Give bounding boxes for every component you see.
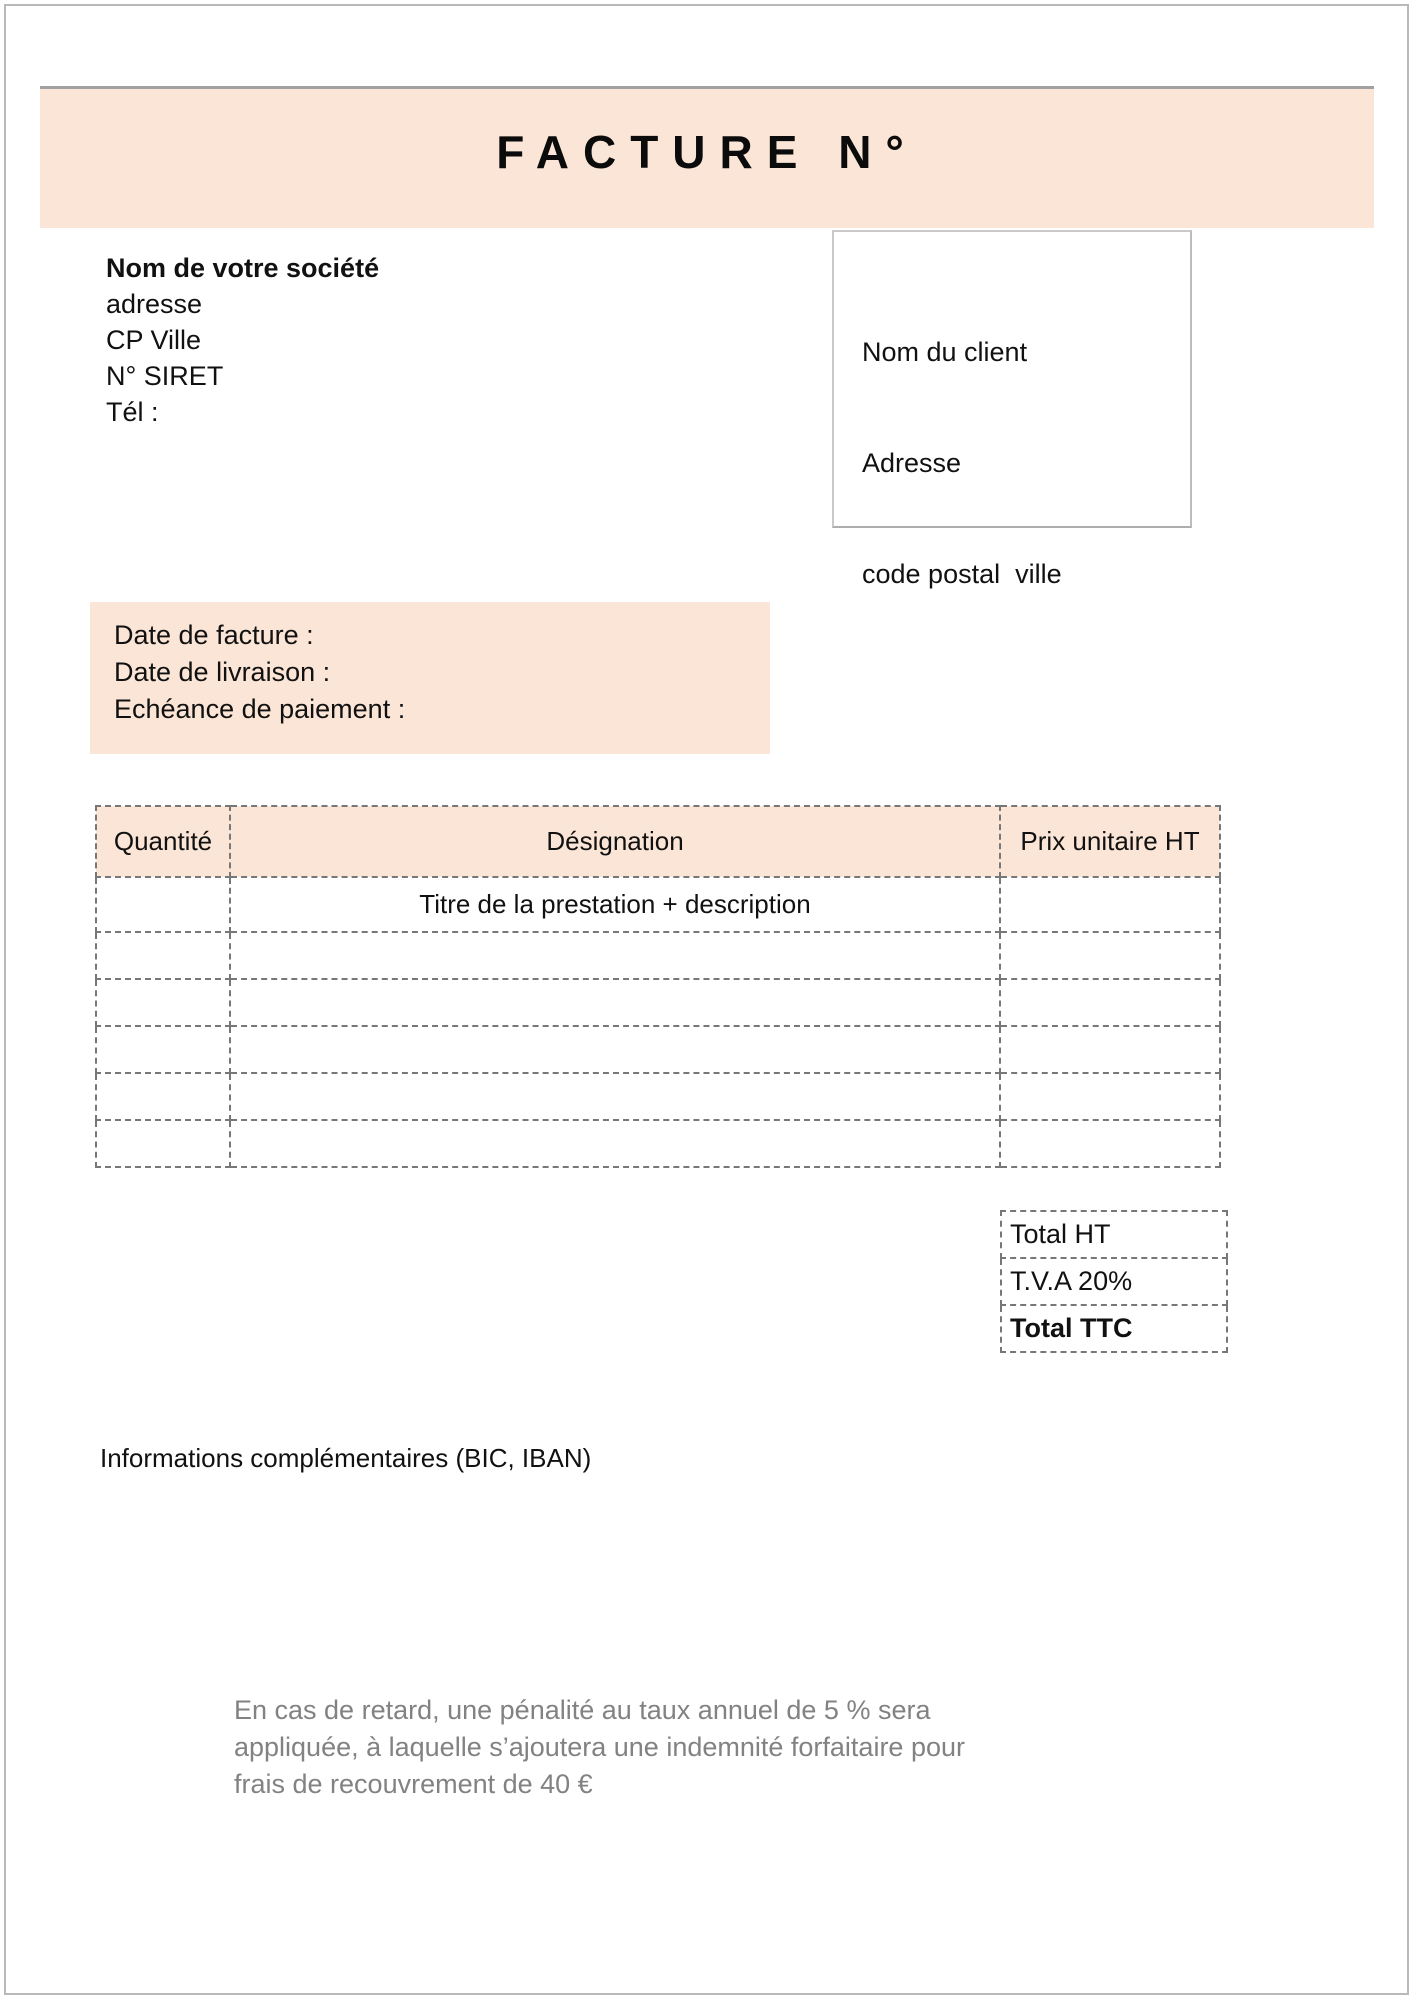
table-empty-row — [96, 1073, 1220, 1120]
company-phone: Tél : — [106, 397, 159, 427]
table-empty-cell — [96, 932, 230, 979]
late-penalty-note — [234, 1692, 965, 1803]
table-empty-cell — [96, 979, 230, 1026]
tva-row — [1001, 1258, 1227, 1305]
table-empty-cell — [1000, 1073, 1220, 1120]
company-name: Nom de votre société — [106, 253, 380, 283]
table-empty-cell — [230, 1120, 1000, 1167]
additional-info-line: Informations complémentaires (BIC, IBAN) — [100, 1443, 592, 1473]
table-empty-cell — [1000, 932, 1220, 979]
table-empty-cell — [1000, 979, 1220, 1026]
company-address: adresse — [106, 289, 203, 319]
delivery-date-line: Date de livraison : — [114, 657, 331, 687]
unit-price-cell — [1000, 877, 1220, 932]
invoice-date-line: Date de facture : — [114, 620, 314, 650]
client-address: Adresse — [862, 448, 962, 478]
designation-cell: Titre de la prestation + description — [230, 877, 1000, 932]
company-city: CP Ville — [106, 325, 202, 355]
table-empty-row — [96, 979, 1220, 1026]
company-block — [106, 250, 379, 430]
column-header-designation: Désignation — [230, 806, 1000, 877]
table-empty-row — [96, 932, 1220, 979]
table-empty-cell — [96, 1120, 230, 1167]
totals-box — [1000, 1210, 1228, 1353]
table-empty-cell — [230, 1026, 1000, 1073]
table-empty-cell — [230, 1073, 1000, 1120]
total-ttc-row — [1001, 1305, 1227, 1352]
table-empty-row — [96, 1026, 1220, 1073]
items-table-body — [96, 877, 1220, 1167]
total-ht-row — [1001, 1211, 1227, 1258]
client-name: Nom du client — [862, 337, 1028, 367]
company-siret: N° SIRET — [106, 361, 224, 391]
total-ttc-label: Total TTC — [1001, 1305, 1227, 1352]
total-ht-label: Total HT — [1001, 1211, 1227, 1258]
table-empty-cell — [230, 979, 1000, 1026]
table-empty-cell — [96, 1073, 230, 1120]
quantity-cell — [96, 877, 230, 932]
payment-due-line: Echéance de paiement : — [114, 694, 406, 724]
table-empty-cell — [1000, 1120, 1220, 1167]
client-box — [832, 230, 1192, 589]
late-penalty-line-2: appliquée, à laquelle s’ajoutera une indemnité forfaitaire pour — [234, 1732, 965, 1762]
table-empty-cell — [230, 932, 1000, 979]
table-row-prestation — [96, 877, 1220, 932]
late-penalty-line-3: frais de recouvrement de 40 € — [234, 1769, 593, 1799]
client-city: code postal ville — [862, 559, 1062, 589]
items-table-header-row — [96, 806, 1220, 877]
table-empty-cell — [1000, 1026, 1220, 1073]
column-header-quantity: Quantité — [96, 806, 230, 877]
invoice-dates-block — [90, 602, 770, 754]
tva-label: T.V.A 20% — [1001, 1258, 1227, 1305]
invoice-title: FACTURE N° — [496, 125, 918, 178]
invoice-header-band — [40, 86, 1374, 228]
table-empty-row — [96, 1120, 1220, 1167]
column-header-unit-price: Prix unitaire HT — [1000, 806, 1220, 877]
late-penalty-line-1: En cas de retard, une pénalité au taux annuel de 5 % sera — [234, 1695, 931, 1725]
items-table — [95, 805, 1221, 1168]
table-empty-cell — [96, 1026, 230, 1073]
